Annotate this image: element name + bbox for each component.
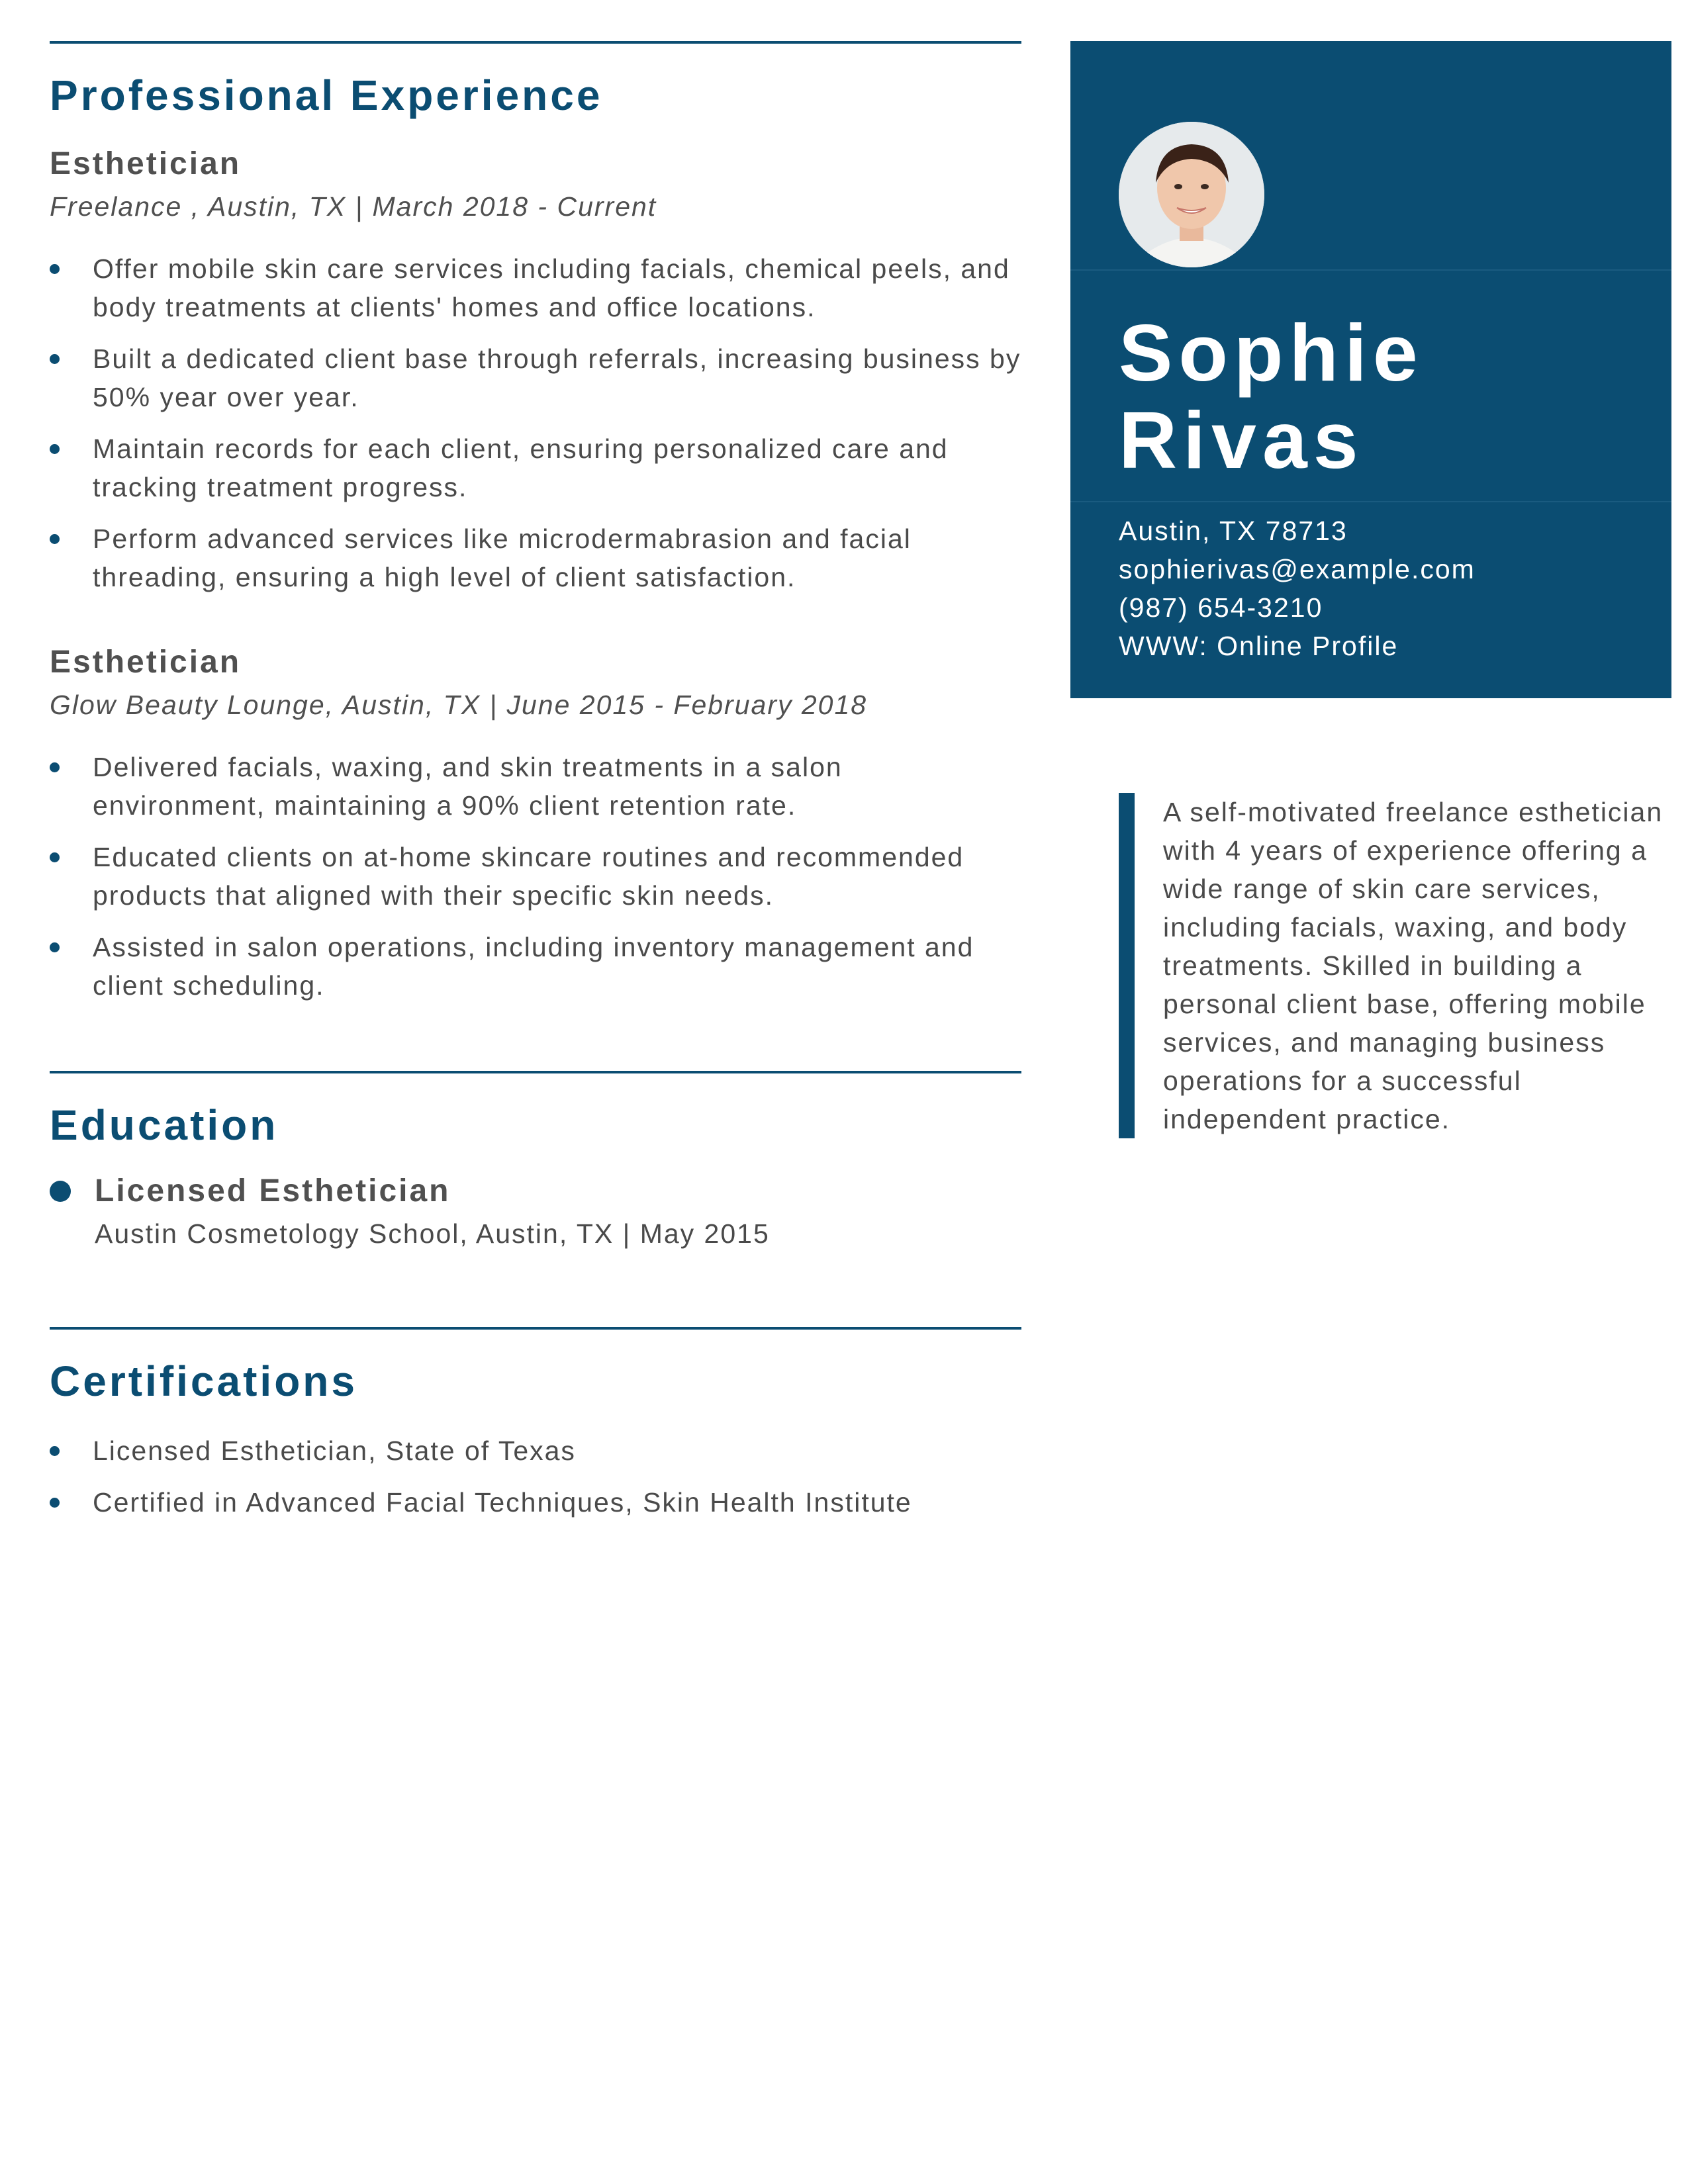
name-area <box>1070 271 1671 502</box>
education-entry <box>50 1175 1021 1248</box>
list-item <box>50 1432 1021 1470</box>
list-item <box>50 520 1021 596</box>
certifications-section <box>50 1327 1021 1522</box>
certification-text: Certified in Advanced Facial Techniques, Skin Health Institute <box>93 1487 912 1518</box>
bullet-text: Perform advanced services like microdermabrasion and facial threading, ensuring a high level of client satisfaction. <box>93 523 912 592</box>
list-item <box>50 1483 1021 1522</box>
job-entry <box>50 647 1021 1005</box>
bullet-icon <box>50 852 60 862</box>
photo-area <box>1070 41 1671 271</box>
website-link[interactable]: WWW: Online Profile <box>1119 631 1399 661</box>
certification-text: Licensed Esthetician, State of Texas <box>93 1435 576 1466</box>
bullet-text: Built a dedicated client base through referrals, increasing business by 50% year over year. <box>93 343 1021 412</box>
phone: (987) 654-3210 <box>1119 592 1323 623</box>
certifications-heading: Certifications <box>50 1357 357 1405</box>
bullet-text: Offer mobile skin care services including facials, chemical peels, and body treatments at clients' homes and office locations. <box>93 253 1010 322</box>
bullet-icon <box>50 762 60 772</box>
list-item <box>50 430 1021 506</box>
email-link[interactable]: sophierivas@example.com <box>1119 554 1476 584</box>
job-meta: Glow Beauty Lounge, Austin, TX | June 2015 - February 2018 <box>50 690 868 720</box>
education-heading: Education <box>50 1101 279 1149</box>
address: Austin, TX 78713 <box>1119 516 1348 546</box>
job-bullets <box>50 748 1021 1005</box>
education-school: Austin Cosmetology School, Austin, TX | May 2015 <box>95 1218 770 1249</box>
bullet-text: Educated clients on at-home skincare routines and recommended products that aligned with their specific skin needs. <box>93 842 964 911</box>
avatar-portrait-icon <box>1119 122 1264 267</box>
job-entry <box>50 148 1021 596</box>
bullet-text: Maintain records for each client, ensuring personalized care and tracking treatment progress. <box>93 433 949 502</box>
education-section <box>50 1071 1021 1248</box>
job-title: Esthetician <box>50 645 242 680</box>
bullet-text: Delivered facials, waxing, and skin treatments in a salon environment, maintaining a 90% client retention rate. <box>93 752 843 821</box>
candidate-name <box>1119 309 1424 484</box>
education-degree: Licensed Esthetician <box>95 1173 451 1208</box>
contact-info <box>1070 502 1671 665</box>
job-meta: Freelance , Austin, TX | March 2018 - Current <box>50 191 657 222</box>
bullet-icon <box>50 264 60 274</box>
list-item <box>50 340 1021 416</box>
experience-heading: Professional Experience <box>50 71 603 119</box>
job-title: Esthetician <box>50 146 242 181</box>
certifications-list <box>50 1432 1021 1522</box>
professional-summary: A self-motivated freelance esthetician with 4 years of experience offering a wide range of skin care services, including facials, waxing, and body treatments. Skilled in building a personal client base, offering mobile services, and managing business operations for a successful independent practice. <box>1119 793 1688 1138</box>
list-item <box>50 748 1021 825</box>
bullet-icon <box>50 1446 60 1456</box>
bullet-icon <box>50 1498 60 1508</box>
list-item <box>50 250 1021 326</box>
bullet-icon <box>50 354 60 364</box>
last-name: Rivas <box>1119 395 1364 485</box>
section-divider <box>50 1327 1021 1330</box>
bullet-icon <box>50 942 60 952</box>
profile-sidebar <box>1070 41 1671 698</box>
job-bullets <box>50 250 1021 596</box>
avatar <box>1119 122 1264 267</box>
section-divider <box>50 1071 1021 1073</box>
bullet-icon <box>50 1181 71 1202</box>
main-column <box>50 41 1021 1535</box>
list-item <box>50 838 1021 915</box>
section-divider <box>50 41 1021 44</box>
bullet-icon <box>50 534 60 544</box>
experience-section <box>50 41 1021 1005</box>
bullet-text: Assisted in salon operations, including inventory management and client scheduling. <box>93 932 974 1001</box>
first-name: Sophie <box>1119 308 1424 398</box>
list-item <box>50 928 1021 1005</box>
bullet-icon <box>50 444 60 454</box>
